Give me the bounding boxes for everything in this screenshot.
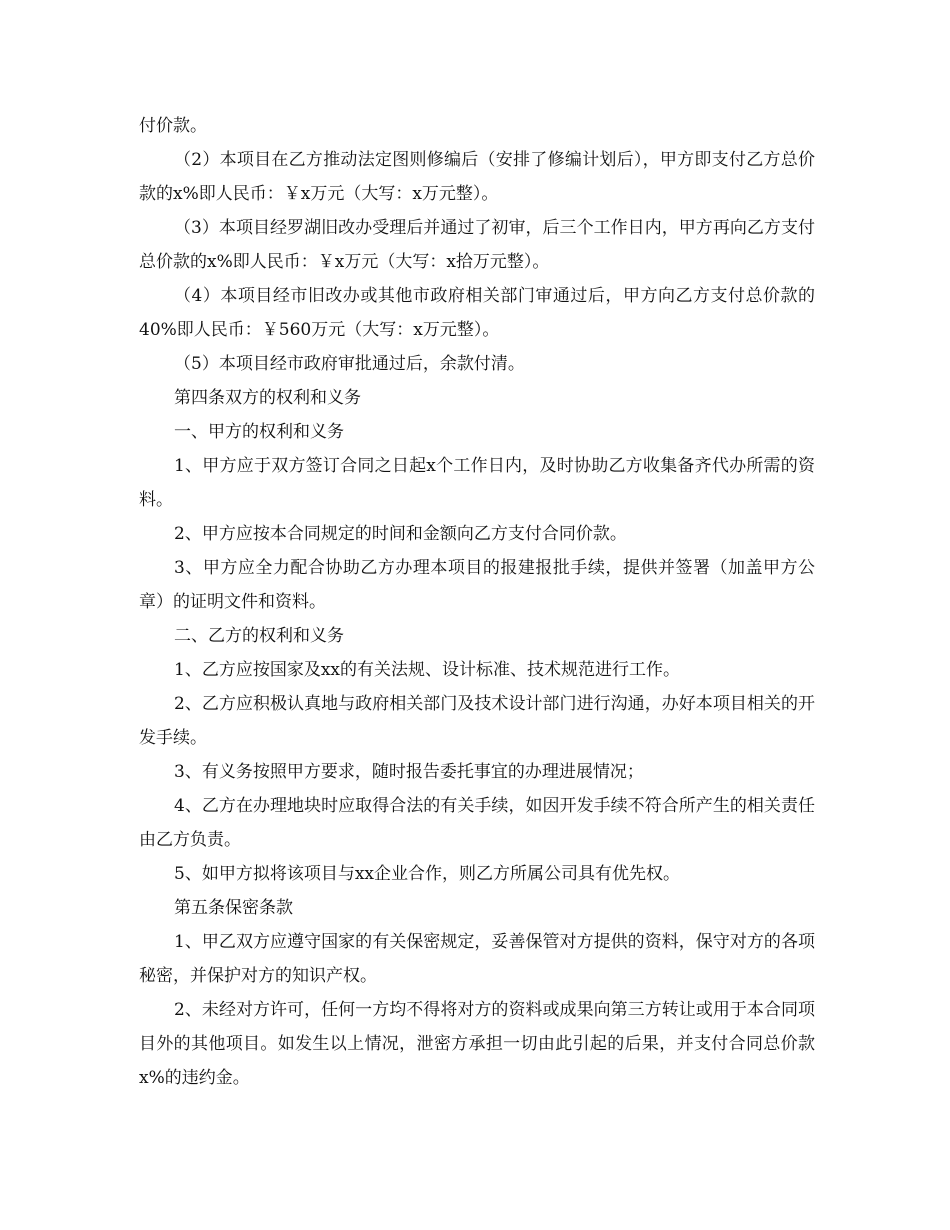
party-a-item-2: 2、甲方应按本合同规定的时间和金额向乙方支付合同价款。 bbox=[174, 524, 627, 544]
payment-clause-5: （5）本项目经市政府审批通过后，余款付清。 bbox=[174, 354, 525, 374]
confidentiality-item-1: 1、甲乙双方应遵守国家的有关保密规定，妥善保管对方提供的资料，保守对方的各项秘密，并保护对方的知识产权。 bbox=[139, 932, 815, 986]
party-b-heading: 二、乙方的权利和义务 bbox=[174, 626, 344, 646]
party-a-item-1: 1、甲方应于双方签订合同之日起x个工作日内，及时协助乙方收集备齐代办所需的资料。 bbox=[139, 456, 815, 510]
article-5-heading: 第五条保密条款 bbox=[174, 898, 293, 918]
party-b-item-1: 1、乙方应按国家及xx的有关法规、设计标准、技术规范进行工作。 bbox=[174, 660, 680, 680]
payment-clause-4: （4）本项目经市旧改办或其他市政府相关部门审通过后，甲方向乙方支付总价款的40%即人民币：￥560万元（大写：x万元整）。 bbox=[139, 286, 815, 340]
confidentiality-item-2: 2、未经对方许可，任何一方均不得将对方的资料或成果向第三方转让或用于本合同项目外的其他项目。如发生以上情况，泄密方承担一切由此引起的后果，并支付合同总价款x%的违约金。 bbox=[139, 1000, 815, 1088]
document-body bbox=[139, 109, 815, 1095]
party-b-item-2: 2、乙方应积极认真地与政府相关部门及技术设计部门进行沟通，办好本项目相关的开发手续。 bbox=[139, 694, 815, 748]
payment-clause-3: （3）本项目经罗湖旧改办受理后并通过了初审，后三个工作日内，甲方再向乙方支付总价款的x%即人民币：￥x万元（大写：x拾万元整）。 bbox=[139, 218, 815, 272]
article-4-heading: 第四条双方的权利和义务 bbox=[174, 388, 361, 408]
payment-clause-2: （2）本项目在乙方推动法定图则修编后（安排了修编计划后），甲方即支付乙方总价款的x%即人民币：￥x万元（大写：x万元整）。 bbox=[139, 150, 815, 204]
party-b-item-4: 4、乙方在办理地块时应取得合法的有关手续，如因开发手续不符合所产生的相关责任由乙方负责。 bbox=[139, 796, 815, 850]
party-b-item-5: 5、如甲方拟将该项目与xx企业合作，则乙方所属公司具有优先权。 bbox=[174, 864, 680, 884]
party-b-item-3: 3、有义务按照甲方要求，随时报告委托事宜的办理进展情况； bbox=[174, 762, 644, 782]
party-a-heading: 一、甲方的权利和义务 bbox=[174, 422, 344, 442]
paragraph-continuation: 付价款。 bbox=[139, 116, 207, 136]
party-a-item-3: 3、甲方应全力配合协助乙方办理本项目的报建报批手续，提供并签署（加盖甲方公章）的证明文件和资料。 bbox=[139, 558, 815, 612]
